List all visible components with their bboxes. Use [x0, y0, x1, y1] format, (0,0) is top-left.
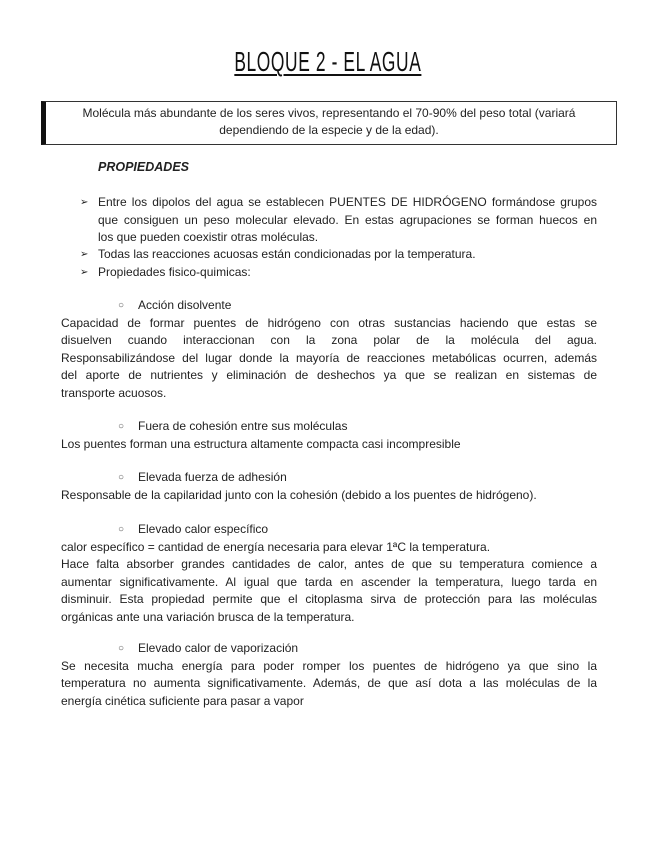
intro-line: Molécula más abundante de los seres vivos, representando el 70-90% del peso total (variará — [82, 106, 576, 120]
bullet-text-line: Entre los dipolos del agua se establecen PUENTES DE HIDRÓGENO formándose grupos — [98, 195, 597, 209]
circle-bullet-icon: ○ — [118, 300, 125, 311]
property-text-line: Los puentes forman una estructura altamente compacta casi incompresible — [61, 437, 461, 451]
property-text-line: calor específico = cantidad de energía necesaria para elevar 1ªC la temperatura. — [61, 540, 491, 554]
arrow-bullet-icon: ➢ — [80, 267, 89, 278]
circle-bullet-icon: ○ — [118, 421, 125, 432]
arrow-bullet-icon: ➢ — [80, 249, 89, 260]
property-text-line: Responsable de la capilaridad junto con la cohesión (debido a los puentes de hidrógeno). — [61, 488, 537, 502]
property-text-line: Capacidad de formar puentes de hidrógeno con otras sustancias haciendo que estas se — [61, 316, 597, 330]
property-text-line: temperatura no aumenta significativamente. Además, de que así dota a las moléculas de la — [61, 676, 597, 691]
circle-bullet-icon: ○ — [118, 524, 125, 535]
property-name: Elevado calor de vaporización — [138, 641, 299, 655]
property-text-line: del aporte de nutrientes y eliminación de deshechos ya que se realizan en sistemas de — [61, 368, 597, 383]
property-text-line: orgánicas ante una variación brusca de la temperatura. — [61, 609, 355, 624]
document-title — [0, 46, 655, 78]
property-text-line: Responsabilizándose del lugar donde la mayoría de reacciones metabólicas ocurren, además — [61, 350, 597, 365]
section-heading: PROPIEDADES — [98, 160, 189, 174]
property-text-line: aumentar significativamente. Al igual que tarda en ascender la temperatura, luego tarda en — [61, 574, 597, 589]
circle-bullet-icon: ○ — [118, 472, 125, 483]
property-text-line: disuelven cuando interaccionan con la zona polar de la molécula del agua. — [61, 333, 597, 348]
bullet-text-line: los que pueden coexistir otras moléculas. — [98, 230, 319, 244]
arrow-bullet-icon: ➢ — [80, 197, 89, 208]
property-name: Elevado calor específico — [138, 522, 269, 536]
property-text-line: Se necesita mucha energía para poder romper los puentes de hidrógeno ya que sino la — [61, 659, 597, 673]
property-text-line: Hace falta absorber grandes cantidades de calor, antes de que su temperatura comience a — [61, 557, 597, 572]
intro-line: dependiendo de la especie y de la edad). — [219, 123, 439, 137]
property-name: Fuera de cohesión entre sus moléculas — [138, 419, 348, 433]
property-text-line: disminuir. Esta propiedad permite que el citoplasma sirva de protección para las moléculas — [61, 592, 597, 607]
bullet-text-line: que consiguen un peso molecular elevado. En estas agrupaciones se forman huecos en — [98, 212, 597, 227]
bullet-text-line: Todas las reacciones acuosas están condicionadas por la temperatura. — [98, 247, 476, 261]
property-name: Acción disolvente — [138, 298, 232, 312]
title-text: BLOQUE 2 - EL AGUA — [233, 46, 422, 77]
property-text-line: energía cinética suficiente para pasar a vapor — [61, 693, 304, 708]
property-text-line: transporte acuosos. — [61, 385, 167, 400]
circle-bullet-icon: ○ — [118, 643, 125, 654]
intro-box — [41, 101, 617, 145]
bullet-text-line: Propiedades fisico-quimicas: — [98, 265, 251, 279]
property-name: Elevada fuerza de adhesión — [138, 470, 287, 484]
